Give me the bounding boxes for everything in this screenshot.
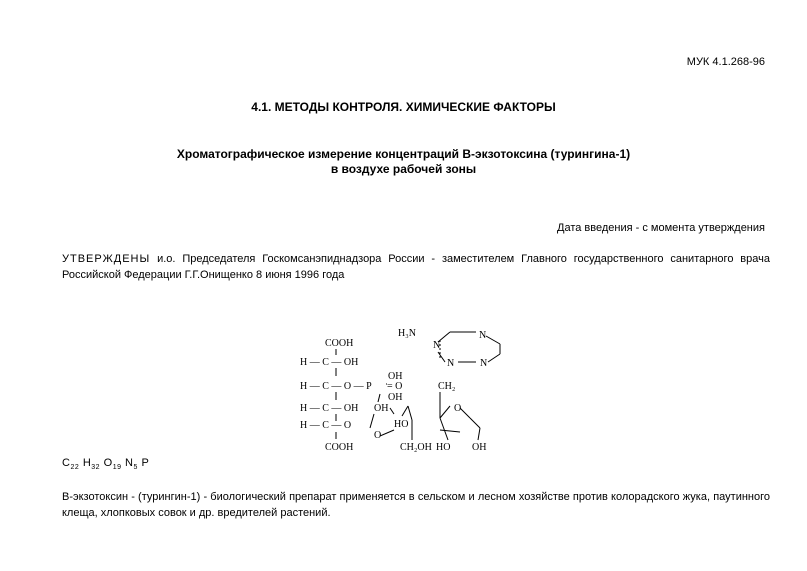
chemical-structure (290, 318, 520, 458)
section-title: 4.1. МЕТОДЫ КОНТРОЛЯ. ХИМИЧЕСКИЕ ФАКТОРЫ (251, 100, 556, 114)
ring-o-1: O (374, 430, 382, 441)
cooh-top: COOH (325, 338, 354, 349)
formula-c-sub: 22 (70, 464, 80, 472)
description-paragraph: В-экзотоксин - (турингин-1) - биологический препарат применяется в сельском и лесном хозяйстве против колорадского жука, паутинного клеща, хлопковых совок и др. вредителей растений. (62, 491, 770, 519)
ring-n-3: N (447, 358, 455, 369)
chain-row-3: H — C — OH (300, 403, 359, 414)
approved-text: и.о. Председателя Госкомсанэпиднадзора России - заместителем Главного государственного санитарного врача Российской Федерации Г.Г.Онищенко 8 июня 1996 года (62, 253, 770, 281)
formula-o: O (103, 457, 113, 469)
formula-n: N (125, 457, 134, 469)
chain-row-4: H — C — O (300, 420, 352, 431)
molecular-formula (62, 457, 149, 471)
ring-o-2: O (454, 403, 462, 414)
formula-o-sub: 19 (112, 464, 122, 472)
document-title (0, 147, 807, 177)
formula-h: H (82, 457, 92, 469)
phosphate-oh-bottom: OH (388, 392, 403, 403)
chain-row-1: H — C — OH (300, 357, 359, 368)
cooh-bottom: COOH (325, 442, 354, 453)
formula-n-sub: 5 (133, 464, 138, 472)
introduction-date: Дата введения - с момента утверждения (557, 222, 765, 234)
document-number: МУК 4.1.268-96 (686, 56, 765, 68)
ring-n-2: N (479, 330, 487, 341)
title-line-1: Хроматографическое измерение концентраций В-экзотоксина (турингина-1) (176, 147, 631, 161)
ring-oh: OH (374, 403, 389, 414)
ho-bottom: HO (436, 442, 451, 453)
approved-label: УТВЕРЖДЕНЫ (62, 253, 151, 265)
ring-ho: HO (394, 419, 409, 430)
chain-row-2: H — C — O — P (300, 381, 372, 392)
ch2-top: CH₂ (438, 381, 456, 392)
title-line-2: в воздухе рабочей зоны (330, 162, 477, 176)
formula-c: C (62, 457, 71, 469)
approval-paragraph (62, 251, 770, 283)
phosphate-oh-top: OH (388, 371, 403, 382)
ch2oh-label: CH₂OH (400, 442, 432, 453)
formula-h-sub: 32 (91, 464, 101, 472)
formula-p: P (141, 457, 150, 469)
oh-bottom: OH (472, 442, 487, 453)
h3n-label: H₃N (398, 328, 416, 339)
phosphate-eq-o: = O (387, 381, 403, 392)
ring-n-1: N (433, 340, 441, 351)
ring-n-4: N (480, 358, 488, 369)
